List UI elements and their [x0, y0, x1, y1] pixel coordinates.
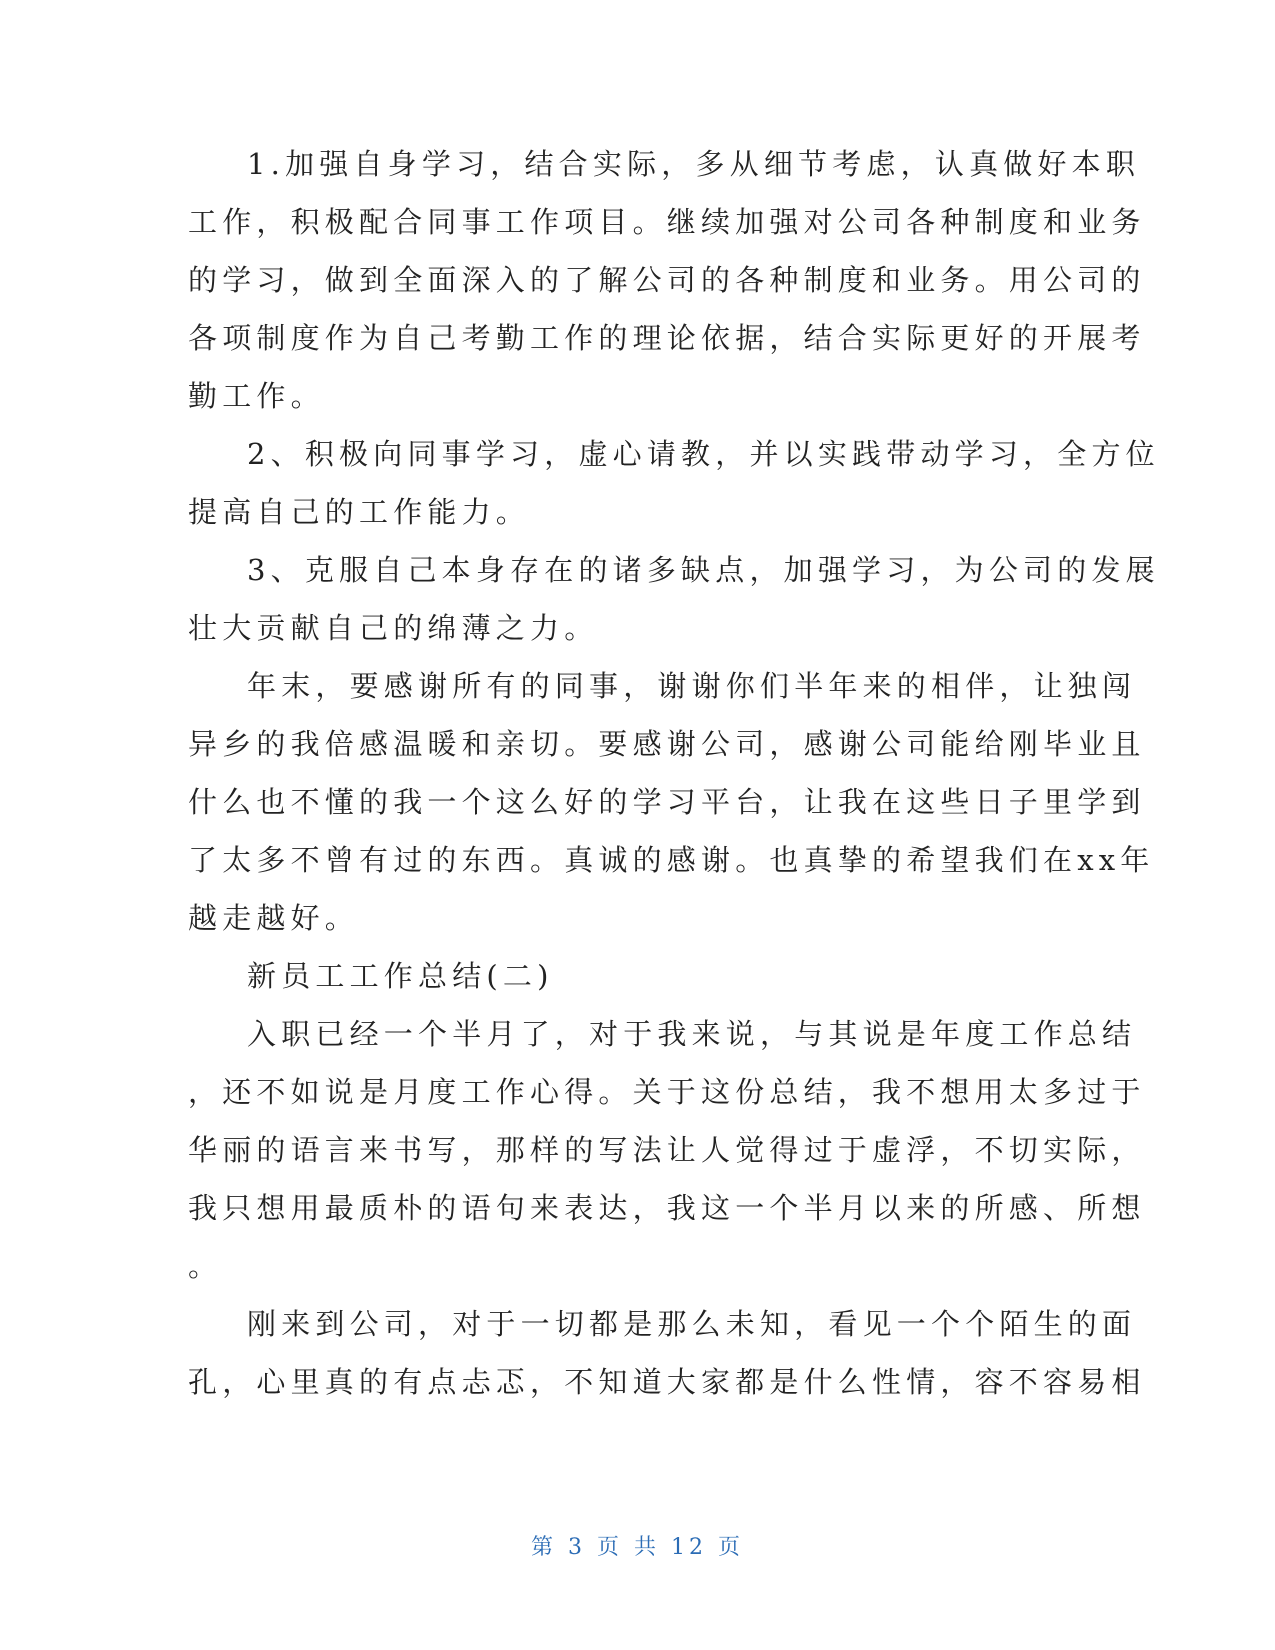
text-line: 年末，要感谢所有的同事，谢谢你们半年来的相伴，让独闯: [247, 669, 1137, 703]
text-line: 孔，心里真的有点忐忑，不知道大家都是什么性情，容不容易相: [188, 1365, 1146, 1399]
text-line: 。: [188, 1249, 223, 1283]
text-line: 的学习，做到全面深入的了解公司的各种制度和业务。用公司的: [188, 263, 1146, 297]
text-line: 异乡的我倍感温暖和亲切。要感谢公司，感谢公司能给刚毕业且: [188, 727, 1146, 761]
text-line: 我只想用最质朴的语句来表达，我这一个半月以来的所感、所想: [188, 1191, 1146, 1225]
text-line: 华丽的语言来书写，那样的写法让人觉得过于虚浮，不切实际，: [188, 1133, 1146, 1167]
page-number-footer: 第 3 页 共 12 页: [531, 1535, 744, 1560]
text-line: 勤工作。: [188, 379, 325, 413]
text-line: 什么也不懂的我一个这么好的学习平台，让我在这些日子里学到: [188, 785, 1146, 819]
text-line: 刚来到公司，对于一切都是那么未知，看见一个个陌生的面: [247, 1307, 1137, 1341]
text-line: 入职已经一个半月了，对于我来说，与其说是年度工作总结: [247, 1017, 1137, 1051]
text-line: 壮大贡献自己的绵薄之力。: [188, 611, 599, 645]
text-line: 越走越好。: [188, 901, 360, 935]
text-line: 3、克服自己本身存在的诸多缺点，加强学习，为公司的发展: [247, 553, 1160, 587]
text-line: 1.加强自身学习，结合实际，多从细节考虑，认真做好本职: [247, 147, 1141, 181]
section-heading: 新员工工作总结(二): [247, 959, 554, 993]
text-line: 提高自己的工作能力。: [188, 495, 531, 529]
text-line: 了太多不曾有过的东西。真诚的感谢。也真挚的希望我们在xx年: [188, 843, 1155, 877]
text-line: ，还不如说是月度工作心得。关于这份总结，我不想用太多过于: [188, 1075, 1146, 1109]
text-line: 2、积极向同事学习，虚心请教，并以实践带动学习，全方位: [247, 437, 1160, 471]
text-line: 各项制度作为自己考勤工作的理论依据，结合实际更好的开展考: [188, 321, 1146, 355]
text-line: 工作，积极配合同事工作项目。继续加强对公司各种制度和业务: [188, 205, 1146, 239]
